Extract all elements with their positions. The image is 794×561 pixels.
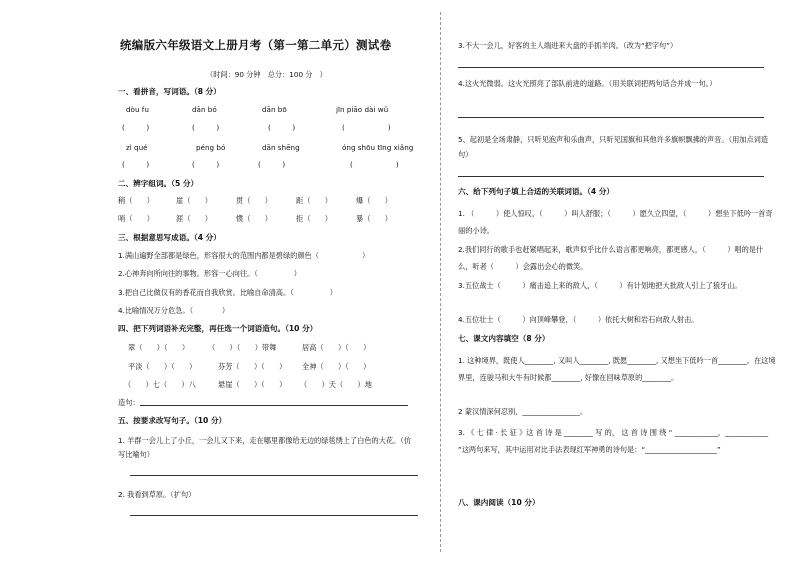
pinyin: péng bó — [196, 143, 226, 152]
right-column — [452, 0, 778, 561]
answer-line[interactable] — [458, 67, 764, 68]
answer-line[interactable] — [458, 176, 764, 177]
question-item: 3.五位战士（ ）痛击追上来的敌人，（ ）有计划地把大批敌人引上了狼牙山。 — [458, 281, 742, 290]
question-item: 1. 羊群一会儿上了小丘，一会儿又下来，走在哪里都像给无边的绿毯绣上了白色的大花。（仿写比喻句） — [118, 436, 412, 459]
question-item: 4.这火光微弱。这火光照亮了部队前进的道路。（用关联词把两句话合并成一句。） — [458, 79, 717, 88]
question-item: 5、起初是全场肃静，只听见泡声和乐曲声，只听见国旗和其他许多旗帜飘拂的声音。（用加点词造句） — [458, 135, 769, 159]
section-1-heading: 一、看拼音，写词语。（8 分） — [118, 87, 221, 96]
question-item: 1. 这种境界，既使人________, 又叫人________, 既愿________, 又想坐下低吟一首________。在这境界里，连骏马和大牛有时候都________, 好像在回味草原的________。 — [458, 356, 776, 382]
idiom-blank[interactable]: 平淡（ ）（ ） — [128, 362, 197, 371]
char-blank[interactable]: 拒（ ） — [296, 214, 332, 223]
question-item: 2.心神奔向所向往的事物。形容一心向往。（ ） — [118, 269, 301, 278]
char-blank[interactable]: 爆（ ） — [356, 196, 392, 205]
section-7-heading: 七、课文内容填空（8 分） — [458, 334, 550, 343]
idiom-blank[interactable]: （ ）（ ）带舞 — [208, 343, 277, 352]
char-blank[interactable]: 惯（ ） — [236, 214, 272, 223]
question-item: 4.比喻情况万分危急。（ ） — [118, 306, 230, 315]
section-8-heading: 八、课内阅读（10 分） — [458, 498, 540, 507]
question-item: 2.我们同行的歌手也赶紧唱起来，歌声似乎比什么语言都更响亮，都更感人，（ ）唱的是什么，听者（ ）会露出会心的微笑。 — [458, 245, 764, 271]
answer-blank[interactable]: ( ) — [192, 123, 220, 132]
section-6-heading: 六、给下列句子填上合适的关联词语。（4 分） — [458, 187, 615, 196]
idiom-blank[interactable]: 芬芳（ ）（ ） — [218, 362, 287, 371]
pinyin: dān bó — [192, 105, 217, 114]
pinyin: zì qué — [126, 143, 148, 152]
idiom-blank[interactable]: （ ）七（ ）八 — [124, 380, 196, 389]
char-blank[interactable]: 稍（ ） — [118, 196, 154, 205]
char-blank[interactable]: 哨（ ） — [118, 214, 154, 223]
pinyin: dān bō — [262, 105, 287, 114]
column-divider — [440, 12, 441, 552]
section-4-heading: 四、把下列词语补充完整，再任选一个词语造句。（10 分） — [118, 324, 318, 333]
exam-meta: （时间：90 分钟 总分：100 分 ） — [206, 70, 327, 79]
question-item: 1.满山遍野全部都是绿色，形容很大的范围内都是碧绿的颜色（ ） — [118, 251, 370, 260]
answer-blank[interactable]: ( ) — [350, 160, 399, 169]
pinyin: óng shōu tīng xiǎng — [342, 143, 414, 152]
idiom-blank[interactable]: 翠（ ）（ ） — [128, 343, 190, 352]
answer-line[interactable] — [458, 117, 764, 118]
answer-line[interactable] — [130, 475, 418, 476]
answer-line[interactable] — [140, 405, 408, 406]
idiom-blank[interactable]: 悬崖（ ）（ ） — [218, 380, 287, 389]
pinyin: dān shēng — [262, 143, 300, 152]
answer-blank[interactable]: ( ) — [192, 160, 220, 169]
char-blank[interactable]: 崖（ ） — [176, 196, 212, 205]
question-item: 3.把自己比做仅有的香花而自我欣赏。比喻自命清高。（ ） — [118, 288, 337, 297]
question-item: 3. 《 七 律 · 长 征 》这 首 诗 是 ________ 写 的， 这 首 诗 围 绕 “ ____________，____________ ”这两句来写，其中运用对比手法表现红军神勇的诗句是：“____________________” — [458, 428, 769, 454]
idiom-blank[interactable]: 居高（ ）（ ） — [302, 343, 371, 352]
answer-blank[interactable]: ( ) — [122, 123, 150, 132]
answer-blank[interactable]: ( ) — [342, 123, 391, 132]
sentence-label: 造句： — [118, 398, 140, 407]
page-title: 统编版六年级语文上册月考（第一第二单元）测试卷 — [120, 38, 392, 52]
char-blank[interactable]: 距（ ） — [296, 196, 332, 205]
answer-blank[interactable]: ( ) — [122, 160, 150, 169]
idiom-blank[interactable]: （ ）天（ ）地 — [300, 380, 372, 389]
question-item: 2. 我看到草原。（扩句） — [118, 490, 196, 499]
pinyin: dòu fu — [126, 105, 149, 114]
section-3-heading: 三、根据意思写成语。（4 分） — [118, 233, 221, 242]
char-blank[interactable]: 涯（ ） — [176, 214, 212, 223]
answer-blank[interactable]: ( ) — [258, 160, 286, 169]
idiom-blank[interactable]: 全神（ ）（ ） — [302, 362, 371, 371]
question-item: 3.不大一会儿，好客的主人端进来大盘的手抓羊肉。（改为“把字句”） — [458, 41, 678, 50]
question-item: 2 蒙汉情深何忍别，________________。 — [458, 407, 588, 416]
question-item: 1. （ ）使人惊叹，（ ）叫人舒服；（ ）愿久立四望，（ ）想坐下低吟一首奇丽的小诗。 — [458, 209, 773, 235]
answer-line[interactable] — [130, 515, 418, 516]
question-item: 4.五位壮士（ ）向顶峰攀登，（ ）依托大树和岩石向敌人射击。 — [458, 315, 699, 324]
section-2-heading: 二、辨字组词。（5 分） — [118, 179, 199, 188]
pinyin: jīn piāo dài wǔ — [336, 105, 389, 114]
char-blank[interactable]: 贯（ ） — [236, 196, 272, 205]
left-column — [112, 0, 430, 561]
section-5-heading: 五、按要求改写句子。（10 分） — [118, 416, 227, 425]
answer-blank[interactable]: ( ) — [268, 123, 296, 132]
char-blank[interactable]: 暴（ ） — [356, 214, 392, 223]
